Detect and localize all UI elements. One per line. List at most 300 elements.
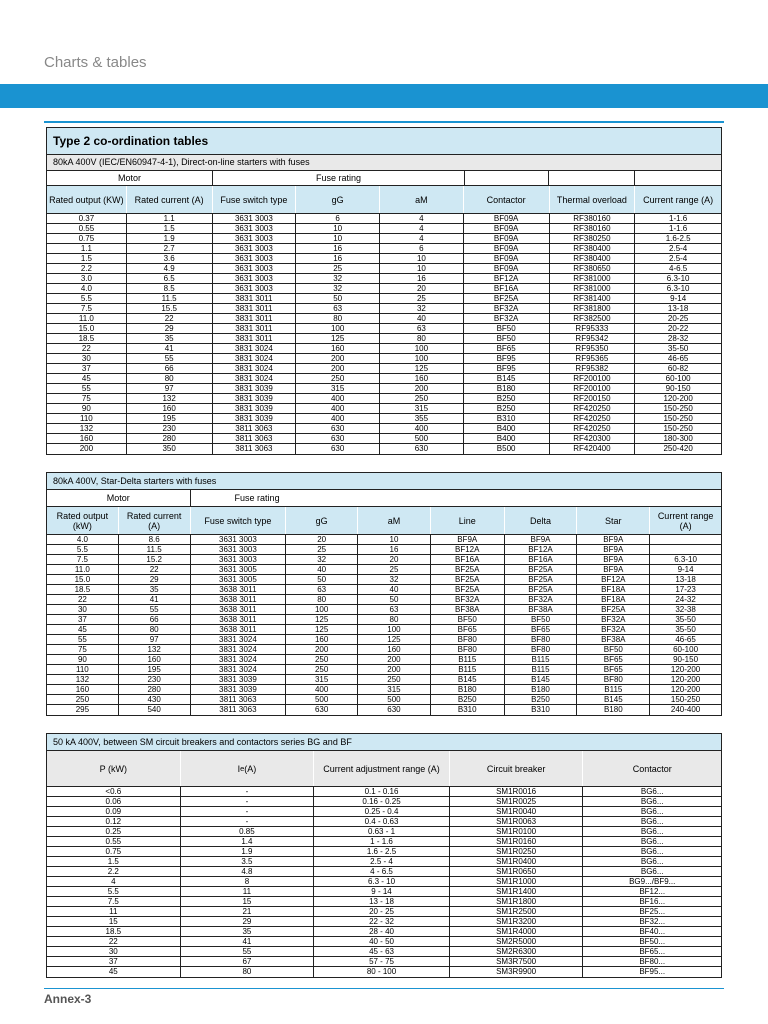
table-cell: 3811 3063 [191,705,287,715]
table-cell: 200 [296,354,380,363]
table-cell: B180 [577,705,650,715]
column-header: Current range (A) [657,510,714,531]
table-cell: 22 [127,314,213,323]
table-title: Type 2 co-ordination tables [47,128,721,155]
table-cell: 0.09 [47,807,181,816]
table-cell: 315 [296,384,380,393]
table-cell: 132 [127,394,213,403]
table-cell: BF9A [577,565,650,574]
table-cell: 22 [47,937,181,946]
table-cell: 1-1.6 [669,214,688,223]
table-row [47,434,721,444]
table-cell: BF25... [639,907,666,916]
table-row [47,917,721,927]
table-cell: 63 [380,324,464,333]
table-cell: BF12A [505,545,578,554]
table-cell: B400 [464,434,550,443]
table-cell: 80 - 100 [314,967,450,977]
table-cell: BF18A [577,585,650,594]
table-cell: SM1R4000 [450,927,584,936]
table-cell: 8.6 [119,535,191,544]
table-cell: 3831 3039 [213,414,297,423]
table-cell: 100 [380,354,464,363]
table-cell: 132 [119,645,191,654]
table-cell: 630 [296,424,380,433]
table-cell: 3631 3003 [213,214,297,223]
table-cell: BG6... [640,857,664,866]
table-cell: 195 [119,665,191,674]
table-cell: 9 - 14 [314,887,450,896]
table-cell: 4 [380,234,464,243]
table-cell: RF380160 [550,224,636,233]
table-cell: 630 [296,444,380,454]
table-sm-breakers [46,733,722,978]
table-cell: 3638 3011 [191,625,287,634]
table-cell: 6 [380,244,464,253]
table-cell: 4 [380,214,464,223]
table-cell: 280 [127,434,213,443]
table-cell: 1.9 [181,847,315,856]
table-cell: 16 [296,254,380,263]
table-cell: 35 [119,585,191,594]
table-cell: 250-420 [663,444,693,453]
table-cell: 67 [181,957,315,966]
table-cell: B115 [505,665,578,674]
footer-divider [44,988,724,989]
table-cell: 32 [358,575,431,584]
table-cell: 4.0 [47,535,119,544]
table-cell: 160 [296,344,380,353]
table-cell: 46-65 [675,635,696,644]
table-cell: 3831 3039 [213,404,297,413]
page-header-title: Charts & tables [44,54,147,71]
table-cell: 240-400 [670,705,701,714]
table-cell: RF420250 [550,424,636,433]
table-cell: SM1R0040 [450,807,584,816]
table-body [47,787,721,977]
table-cell: BG6... [640,847,664,856]
table-row [47,847,721,857]
table-cell: BF12A [577,575,650,584]
table-row [47,334,721,344]
table-cell: 500 [380,434,464,443]
table-cell: 3831 3024 [213,374,297,383]
table-cell: 0.06 [47,797,181,806]
table-row [47,535,721,545]
table-cell: 15.0 [47,324,127,333]
table-row [47,545,721,555]
table-cell: BF16... [639,897,666,906]
table-cell: 21 [181,907,315,916]
table-cell: 100 [380,344,464,353]
table-cell: 80 [181,967,315,977]
table-cell: 32 [296,274,380,283]
table-cell: B250 [505,695,578,704]
table-cell: 35 [181,927,315,936]
table-row [47,857,721,867]
table-cell: 50 [296,294,380,303]
table-cell: 150-250 [670,695,701,704]
table-cell: BF95... [639,967,666,976]
table-cell: BF50 [431,615,505,624]
table-cell: 7.5 [47,555,119,564]
table-cell: BF50 [464,334,550,343]
table-cell: 45 [47,625,119,634]
table-cell: 75 [47,645,119,654]
table-row [47,284,721,294]
table-cell: BF32A [577,625,650,634]
table-cell: B310 [505,705,578,715]
group-blank [549,171,635,185]
column-header: Rated output (KW) [47,186,127,213]
table-star-delta [46,472,722,716]
table-row [47,867,721,877]
table-cell: 97 [119,635,191,644]
table-cell: 17-23 [675,585,696,594]
table-cell: 120-200 [670,685,701,694]
table-row [47,424,721,434]
table-row [47,394,721,404]
table-cell: 16 [380,274,464,283]
table-cell: 63 [286,585,358,594]
table-cell: BF32... [639,917,666,926]
column-header: P (kW) [47,751,181,786]
table-cell: 0.75 [47,234,127,243]
table-cell: 22 [119,565,191,574]
table-cell: 2.2 [47,867,181,876]
table-cell: 4 [380,224,464,233]
table-row [47,655,721,665]
table-cell: 3831 3024 [191,665,287,674]
table-cell: 60-100 [673,645,699,654]
table-cell: BF65 [505,625,578,634]
table-cell: B115 [431,665,505,674]
table-cell: 1.9 [127,234,213,243]
table-cell: RF420250 [550,404,636,413]
table-cell: 280 [119,685,191,694]
table-cell: 40 [286,565,358,574]
table-cell: BG6... [640,867,664,876]
table-cell: SM3R9900 [450,967,584,977]
table-cell: BF80 [431,635,505,644]
table-cell: 125 [380,364,464,373]
table-cell: 3811 3063 [213,444,297,454]
table-cell: 15.2 [119,555,191,564]
table-row [47,695,721,705]
column-header: Star [577,507,650,534]
table-row [47,414,721,424]
table-cell: 35-50 [667,344,689,353]
group-blank [465,171,549,185]
table-cell: RF380250 [550,234,636,243]
table-cell: 25 [296,264,380,273]
table-body [47,535,721,715]
table-cell: BF18A [577,595,650,604]
table-cell: BF32A [464,304,550,313]
table-cell: 100 [358,625,431,634]
table-row [47,364,721,374]
table-cell: B180 [431,685,505,694]
table-cell: 230 [127,424,213,433]
table-cell: BG9.../BF9... [629,877,676,886]
table-cell: 80 [358,615,431,624]
table-cell: RF200150 [550,394,636,403]
column-header: Current range (A) [643,194,714,205]
table-cell: BF09A [464,214,550,223]
table-cell: SM1R2500 [450,907,584,916]
table-cell: 1 - 1.6 [314,837,450,846]
table-cell: 3831 3011 [213,314,297,323]
table-row [47,304,721,314]
column-header: aM [380,186,464,213]
table-cell: B250 [464,404,550,413]
table-cell: BF80 [505,635,578,644]
table-row [47,555,721,565]
group-blank [635,171,721,185]
column-header: Contactor [632,763,672,774]
table-cell: 6.5 [127,274,213,283]
table-cell: 20 [358,555,431,564]
table-cell: 80 [127,374,213,383]
table-cell: 295 [47,705,119,715]
table-cell: BF9A [577,555,650,564]
table-cell: 28 - 40 [314,927,450,936]
table-cell: 500 [358,695,431,704]
table-cell: 5.5 [47,887,181,896]
table-cell: 1.6-2.5 [665,234,691,243]
table-cell: 55 [119,605,191,614]
table-cell: 132 [47,675,119,684]
table-cell: RF381400 [550,294,636,303]
table-cell: 90-150 [673,655,699,664]
group-fuse-rating: Fuse rating [213,171,465,185]
table-cell: 32-38 [675,605,696,614]
table-cell: 400 [380,424,464,433]
table-cell: 2.7 [127,244,213,253]
table-cell: 4.8 [181,867,315,876]
table-cell: 6.3-10 [666,284,690,293]
table-cell: BF25A [505,575,578,584]
table-cell: BF9A [577,535,650,544]
column-groups [47,490,721,507]
column-header: Fuse switch type [191,507,287,534]
table-cell: 3831 3024 [213,364,297,373]
table-cell: B180 [505,685,578,694]
table-cell: B115 [431,655,505,664]
table-cell: 35-50 [675,625,696,634]
column-header: Current adjustment range (A) [314,751,450,786]
table-row [47,797,721,807]
table-cell: 0.55 [47,837,181,846]
table-cell: 22 [47,595,119,604]
table-cell: 66 [127,364,213,373]
group-motor: Motor [47,171,213,185]
table-row [47,565,721,575]
table-cell: 250 [296,374,380,383]
table-cell: 3631 3003 [213,234,297,243]
column-header [181,751,315,786]
table-row [47,344,721,354]
table-cell: 41 [181,937,315,946]
table-row [47,264,721,274]
table-cell: 60-100 [665,374,691,383]
table-cell: 10 [296,234,380,243]
table-cell: 30 [47,354,127,363]
table-cell: SM1R0250 [450,847,584,856]
table-cell: 630 [358,705,431,715]
table-cell: 5.5 [47,545,119,554]
table-cell: B310 [431,705,505,715]
table-cell: 29 [127,324,213,333]
table-cell: 15 [47,917,181,926]
table-cell: 55 [47,384,127,393]
table-cell: 0.85 [181,827,315,836]
table-cell: 400 [296,404,380,413]
table-row [47,224,721,234]
table-row [47,827,721,837]
table-cell: 80 [286,595,358,604]
table-row [47,354,721,364]
table-row [47,887,721,897]
table-cell: BF16A [505,555,578,564]
table-cell: 0.16 - 0.25 [314,797,450,806]
table-cell: 110 [47,414,127,423]
table-cell: 40 [380,314,464,323]
table-cell: SM1R0400 [450,857,584,866]
table-row [47,605,721,615]
table-cell [650,545,721,554]
table-cell: 11.0 [47,314,127,323]
table-row [47,214,721,224]
table-cell: B145 [505,675,578,684]
table-cell: 3811 3063 [191,695,287,704]
table-cell: 195 [127,414,213,423]
table-row [47,404,721,414]
table-cell: RF381000 [550,274,636,283]
table-cell: B400 [464,424,550,433]
table-cell: BF38A [577,635,650,644]
table-cell: 10 [358,535,431,544]
table-row [47,787,721,797]
table-cell: 0.25 - 0.4 [314,807,450,816]
table-cell: 200 [380,384,464,393]
table-cell: RF382500 [550,314,636,323]
table-row [47,384,721,394]
table-cell: 20 - 25 [314,907,450,916]
table-cell: 20-22 [667,324,689,333]
table-cell: 1-1.6 [669,224,688,233]
table-row [47,274,721,284]
column-header: gG [286,507,358,534]
table-cell: BF12A [464,274,550,283]
table-cell: 315 [358,685,431,694]
header-bar [0,84,768,108]
table-cell: 50 [286,575,358,584]
table-title: 50 kA 400V, between SM circuit breakers and contactors series BG and BF [47,734,721,751]
group-motor: Motor [47,490,191,506]
table-cell: 66 [119,615,191,624]
table-cell: BF38A [431,605,505,614]
table-cell: 3831 3024 [213,354,297,363]
table-cell: 46-65 [667,354,689,363]
table-row [47,314,721,324]
table-cell: 29 [181,917,315,926]
table-cell: SM1R1000 [450,877,584,886]
header-divider [44,121,724,123]
table-cell: - [181,787,315,796]
table-cell: 9-14 [677,565,694,574]
table-cell: BF50... [639,937,666,946]
table-cell: SM1R3200 [450,917,584,926]
table-cell: 125 [286,625,358,634]
table-subtitle: 80kA 400V (IEC/EN60947-4-1), Direct-on-line starters with fuses [47,155,721,171]
table-row [47,807,721,817]
table-row [47,877,721,887]
table-row [47,585,721,595]
table-cell: BF9A [577,545,650,554]
table-cell: 25 [380,294,464,303]
table-cell: 80 [119,625,191,634]
column-header-subscript: e [240,763,245,773]
table-cell: 3638 3011 [191,615,287,624]
table-row [47,244,721,254]
table-cell: 160 [119,655,191,664]
table-cell: 3831 3011 [213,334,297,343]
table-cell: 13-18 [667,304,689,313]
table-cell: BF95 [464,354,550,363]
table-cell: RF95333 [550,324,636,333]
table-cell: 630 [380,444,464,454]
table-cell: BG6... [640,817,664,826]
table-cell: BG6... [640,827,664,836]
table-cell: SM1R0650 [450,867,584,876]
table-cell: RF380400 [550,244,636,253]
column-header: Contactor [464,186,550,213]
table-cell: BF25A [431,575,505,584]
table-row [47,897,721,907]
table-cell: 24-32 [675,595,696,604]
table-cell: 4 - 6.5 [314,867,450,876]
table-cell: 7.5 [47,897,181,906]
table-cell: RF420300 [550,434,636,443]
table-row [47,957,721,967]
table-cell: B500 [464,444,550,454]
table-cell: 55 [127,354,213,363]
table-cell: SM3R7500 [450,957,584,966]
group-fuse-rating: Fuse rating [234,493,280,503]
table-row [47,837,721,847]
table-cell: RF95342 [550,334,636,343]
column-header: Circuit breaker [450,751,584,786]
table-cell: 32 [296,284,380,293]
table-cell: 18.5 [47,927,181,936]
table-cell: B115 [577,685,650,694]
table-cell: B145 [431,675,505,684]
table-row [47,324,721,334]
table-cell: 10 [296,224,380,233]
table-cell: 250 [47,695,119,704]
table-cell: RF380650 [550,264,636,273]
table-cell: BF80 [431,645,505,654]
table-cell: 8 [181,877,315,886]
table-cell: 1.5 [47,857,181,866]
table-row [47,294,721,304]
table-cell: BF09A [464,234,550,243]
table-cell: 16 [296,244,380,253]
table-cell: 10 [380,264,464,273]
table-cell: 180-300 [663,434,693,443]
table-cell: 28-32 [667,334,689,343]
